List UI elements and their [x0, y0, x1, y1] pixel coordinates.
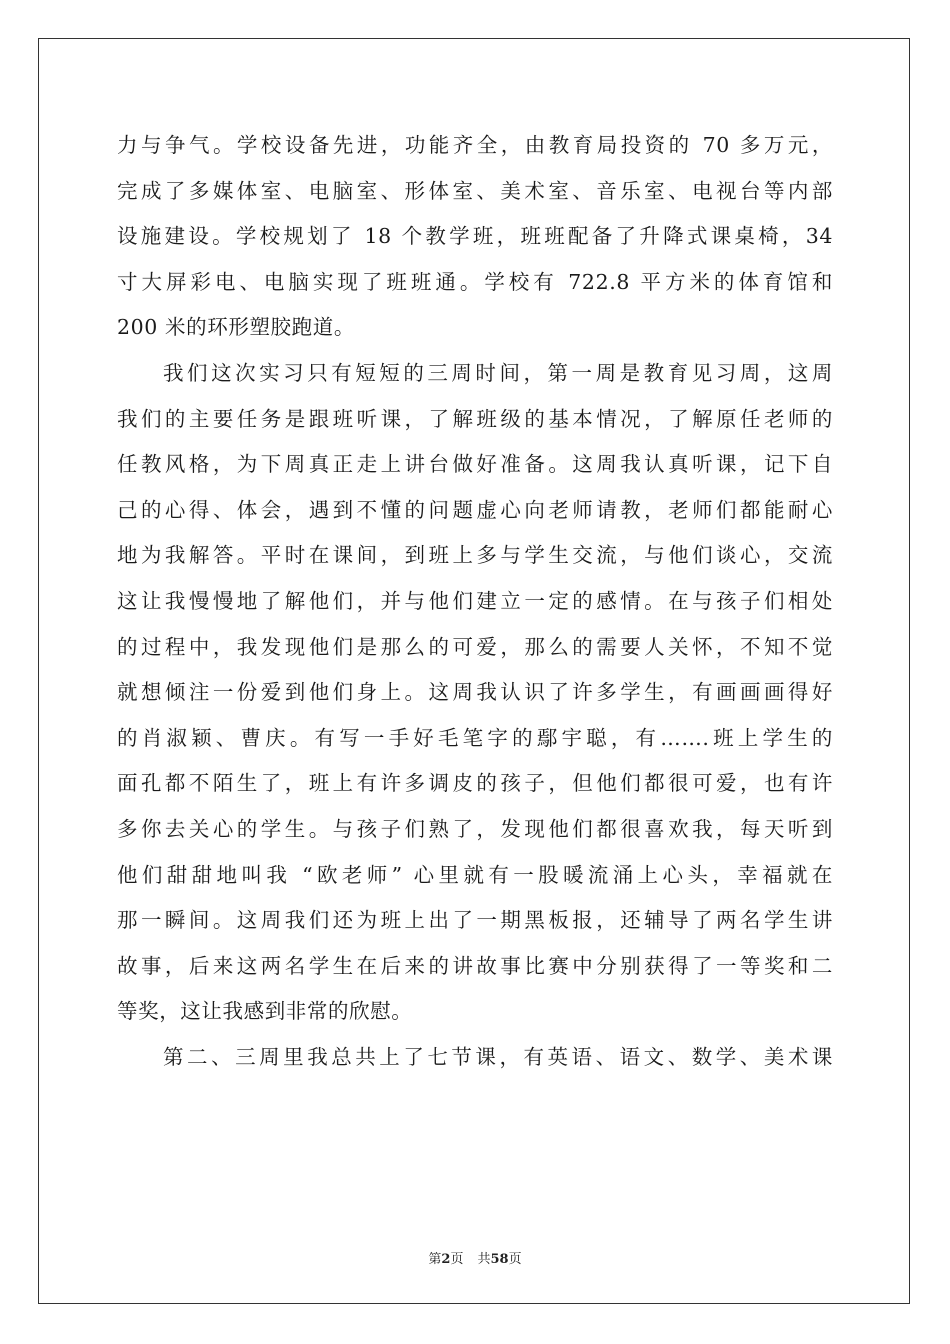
text-line: 面孔都不陌生了，班上有许多调皮的孩子，但他们都很可爱，也有许: [117, 771, 833, 796]
text-line: 第二、三周里我总共上了七节课，有英语、语文、数学、美术课: [163, 1044, 833, 1069]
paragraph-1: [117, 123, 833, 351]
text-line: 我们的主要任务是跟班听课，了解班级的基本情况，了解原任老师的: [117, 406, 833, 431]
text-line: 多你去关心的学生。与孩子们熟了，发现他们都很喜欢我，每天听到: [117, 816, 833, 841]
text-line: 等奖，这让我感到非常的欣慰。: [117, 999, 413, 1024]
text-line: 他们甜甜地叫我 “欧老师” 心里就有一股暖流涌上心头，幸福就在: [117, 862, 833, 887]
text-line: 故事，后来这两名学生在后来的讲故事比赛中分别获得了一等奖和二: [117, 953, 833, 978]
text-line: 己的心得、体会，遇到不懂的问题虚心向老师请教，老师们都能耐心: [117, 497, 833, 522]
text-line: 任教风格，为下周真正走上讲台做好准备。这周我认真听课，记下自: [117, 452, 833, 477]
paragraph-3: [117, 1035, 833, 1081]
text-line: 地为我解答。平时在课间，到班上多与学生交流，与他们谈心，交流: [117, 543, 833, 568]
text-line: 这让我慢慢地了解他们，并与他们建立一定的感情。在与孩子们相处: [117, 588, 833, 613]
text-line: 就想倾注一份爱到他们身上。这周我认识了许多学生，有画画画得好: [117, 680, 833, 705]
total-suffix: 页: [508, 1252, 522, 1267]
paragraph-2: [117, 351, 833, 1035]
text-line: 的过程中，我发现他们是那么的可爱，那么的需要人关怀，不知不觉: [117, 634, 833, 659]
text-line: 寸大屏彩电、电脑实现了班班通。学校有 722.8 平方米的体育馆和: [117, 269, 833, 294]
text-line: 力与争气。学校设备先进，功能齐全，由教育局投资的 70 多万元，: [117, 133, 833, 157]
page-prefix: 第: [428, 1252, 442, 1267]
document-body: [117, 123, 833, 1080]
page-footer: [0, 1248, 950, 1267]
text-line: 设施建设。学校规划了 18 个教学班，班班配备了升降式课桌椅，34: [117, 224, 833, 249]
text-line: 我们这次实习只有短短的三周时间，第一周是教育见习周，这周: [163, 360, 833, 385]
text-line: 那一瞬间。这周我们还为班上出了一期黑板报，还辅导了两名学生讲: [117, 908, 833, 933]
text-line: 的肖淑颖、曹庆。有写一手好毛笔字的鄢宇聪，有…….班上学生的: [117, 725, 833, 750]
page-suffix: 页: [450, 1252, 464, 1267]
text-line: 200 米的环形塑胶跑道。: [117, 315, 355, 340]
total-pages: 58: [490, 1252, 509, 1267]
total-prefix: 共: [477, 1252, 491, 1267]
text-line: 完成了多媒体室、电脑室、形体室、美术室、音乐室、电视台等内部: [117, 178, 833, 203]
page-number: 2: [441, 1252, 451, 1267]
